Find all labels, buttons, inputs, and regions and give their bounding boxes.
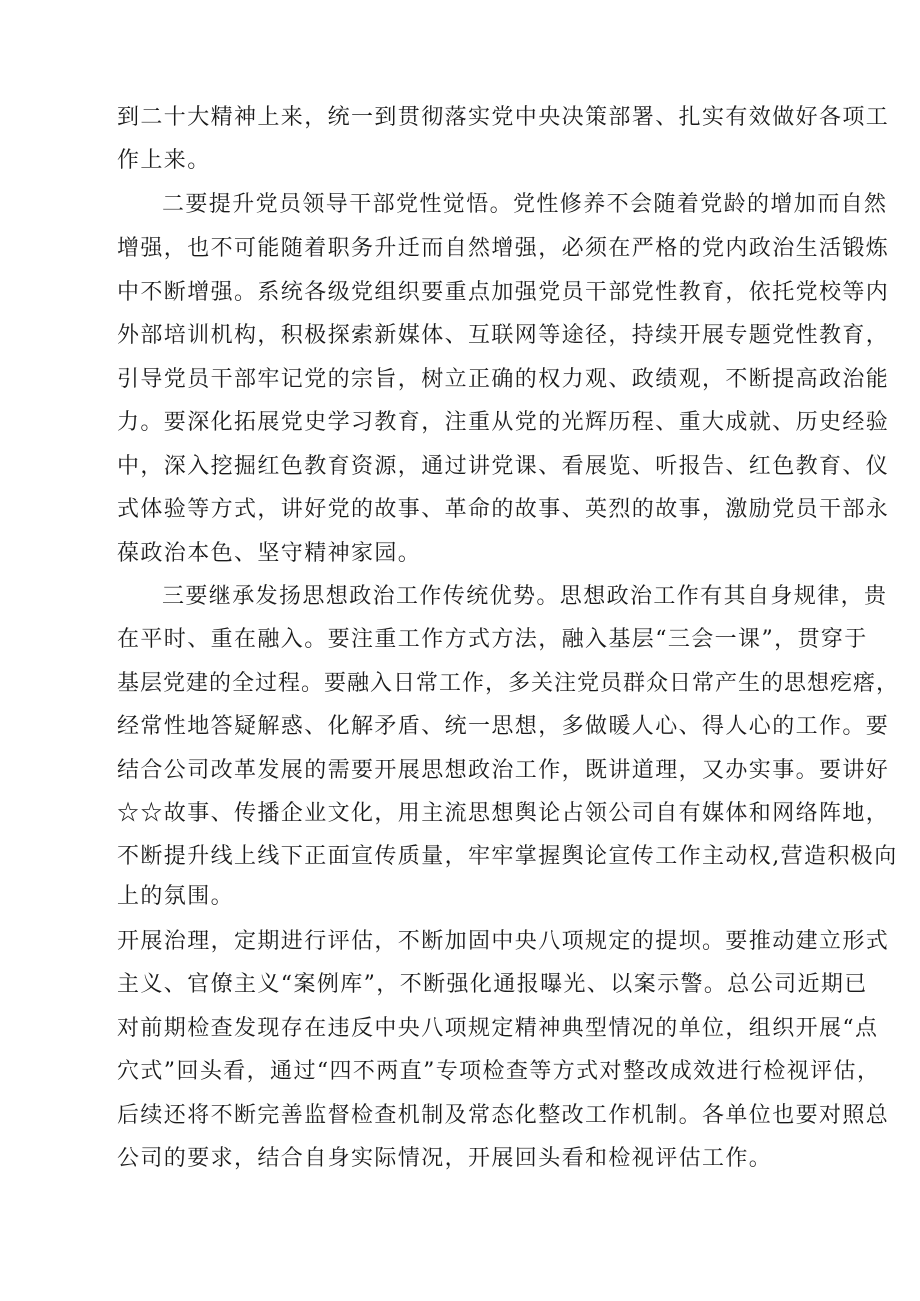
text-line: 不断提升线上线下正面宣传质量，牢牢掌握舆论宣传工作主动权,营造积极向: [117, 844, 898, 869]
text-line: 中不断增强。系统各级党组织要重点加强党员干部党性教育，依托党校等内: [117, 280, 890, 305]
text-line: 基层党建的全过程。要融入日常工作，多关注党员群众日常产生的思想疙瘩，: [117, 671, 900, 696]
text-line: 到二十大精神上来，统一到贯彻落实党中央决策部署、扎实有效做好各项工: [117, 105, 890, 130]
text-line: 上的氛围。: [117, 884, 235, 909]
text-line: 穴式”回头看，通过“四不两直”专项检查等方式对整改成效进行检视评估，: [117, 1059, 881, 1084]
paragraph-start-line: 二要提升党员领导干部党性觉悟。党性修养不会随着党龄的增加而自然: [162, 192, 888, 217]
text-line: ☆☆故事、传播企业文化，用主流思想舆论占领公司自有媒体和网络阵地，: [117, 801, 890, 826]
text-line: 对前期检查发现存在违反中央八项规定精神典型情况的单位，组织开展“点: [117, 1016, 879, 1041]
text-line: 力。要深化拓展党史学习教育，注重从党的光辉历程、重大成就、历史经验: [117, 410, 890, 435]
text-line: 式体验等方式，讲好党的故事、革命的故事、英烈的故事，激励党员干部永: [117, 497, 890, 522]
text-line: 主义、官僚主义“案例库”，不断强化通报曝光、以案示警。总公司近期已: [117, 972, 868, 997]
text-line: 经常性地答疑解惑、化解矛盾、统一思想，多做暖人心、得人心的工作。要: [117, 714, 890, 739]
text-line: 公司的要求，结合自身实际情况，开展回头看和检视评估工作。: [117, 1146, 773, 1171]
text-line: 中，深入挖掘红色教育资源，通过讲党课、看展览、听报告、红色教育、仪: [117, 454, 890, 479]
text-line: 后续还将不断完善监督检查机制及常态化整改工作机制。各单位也要对照总: [117, 1103, 890, 1128]
text-line: 结合公司改革发展的需要开展思想政治工作，既讲道理，又办实事。要讲好: [117, 758, 890, 783]
text-line: 引导党员干部牢记党的宗旨，树立正确的权力观、政绩观，不断提高政治能: [117, 367, 890, 392]
text-line: 作上来。: [117, 148, 211, 173]
text-line: 增强，也不可能随着职务升迁而自然增强，必须在严格的党内政治生活锻炼: [117, 236, 890, 261]
paragraph-start-line: 开展治理，定期进行评估，不断加固中央八项规定的提坝。要推动建立形式: [117, 929, 890, 954]
paragraph-start-line: 三要继承发扬思想政治工作传统优势。思想政治工作有其自身规律，贵: [162, 584, 888, 609]
text-line: 外部培训机构，积极探索新媒体、互联网等途径，持续开展专题党性教育，: [117, 323, 890, 348]
text-line: 在平时、重在融入。要注重工作方式方法，融入基层“三会一课”，贯穿于: [117, 627, 868, 652]
text-line: 葆政治本色、坚守精神家园。: [117, 541, 422, 566]
